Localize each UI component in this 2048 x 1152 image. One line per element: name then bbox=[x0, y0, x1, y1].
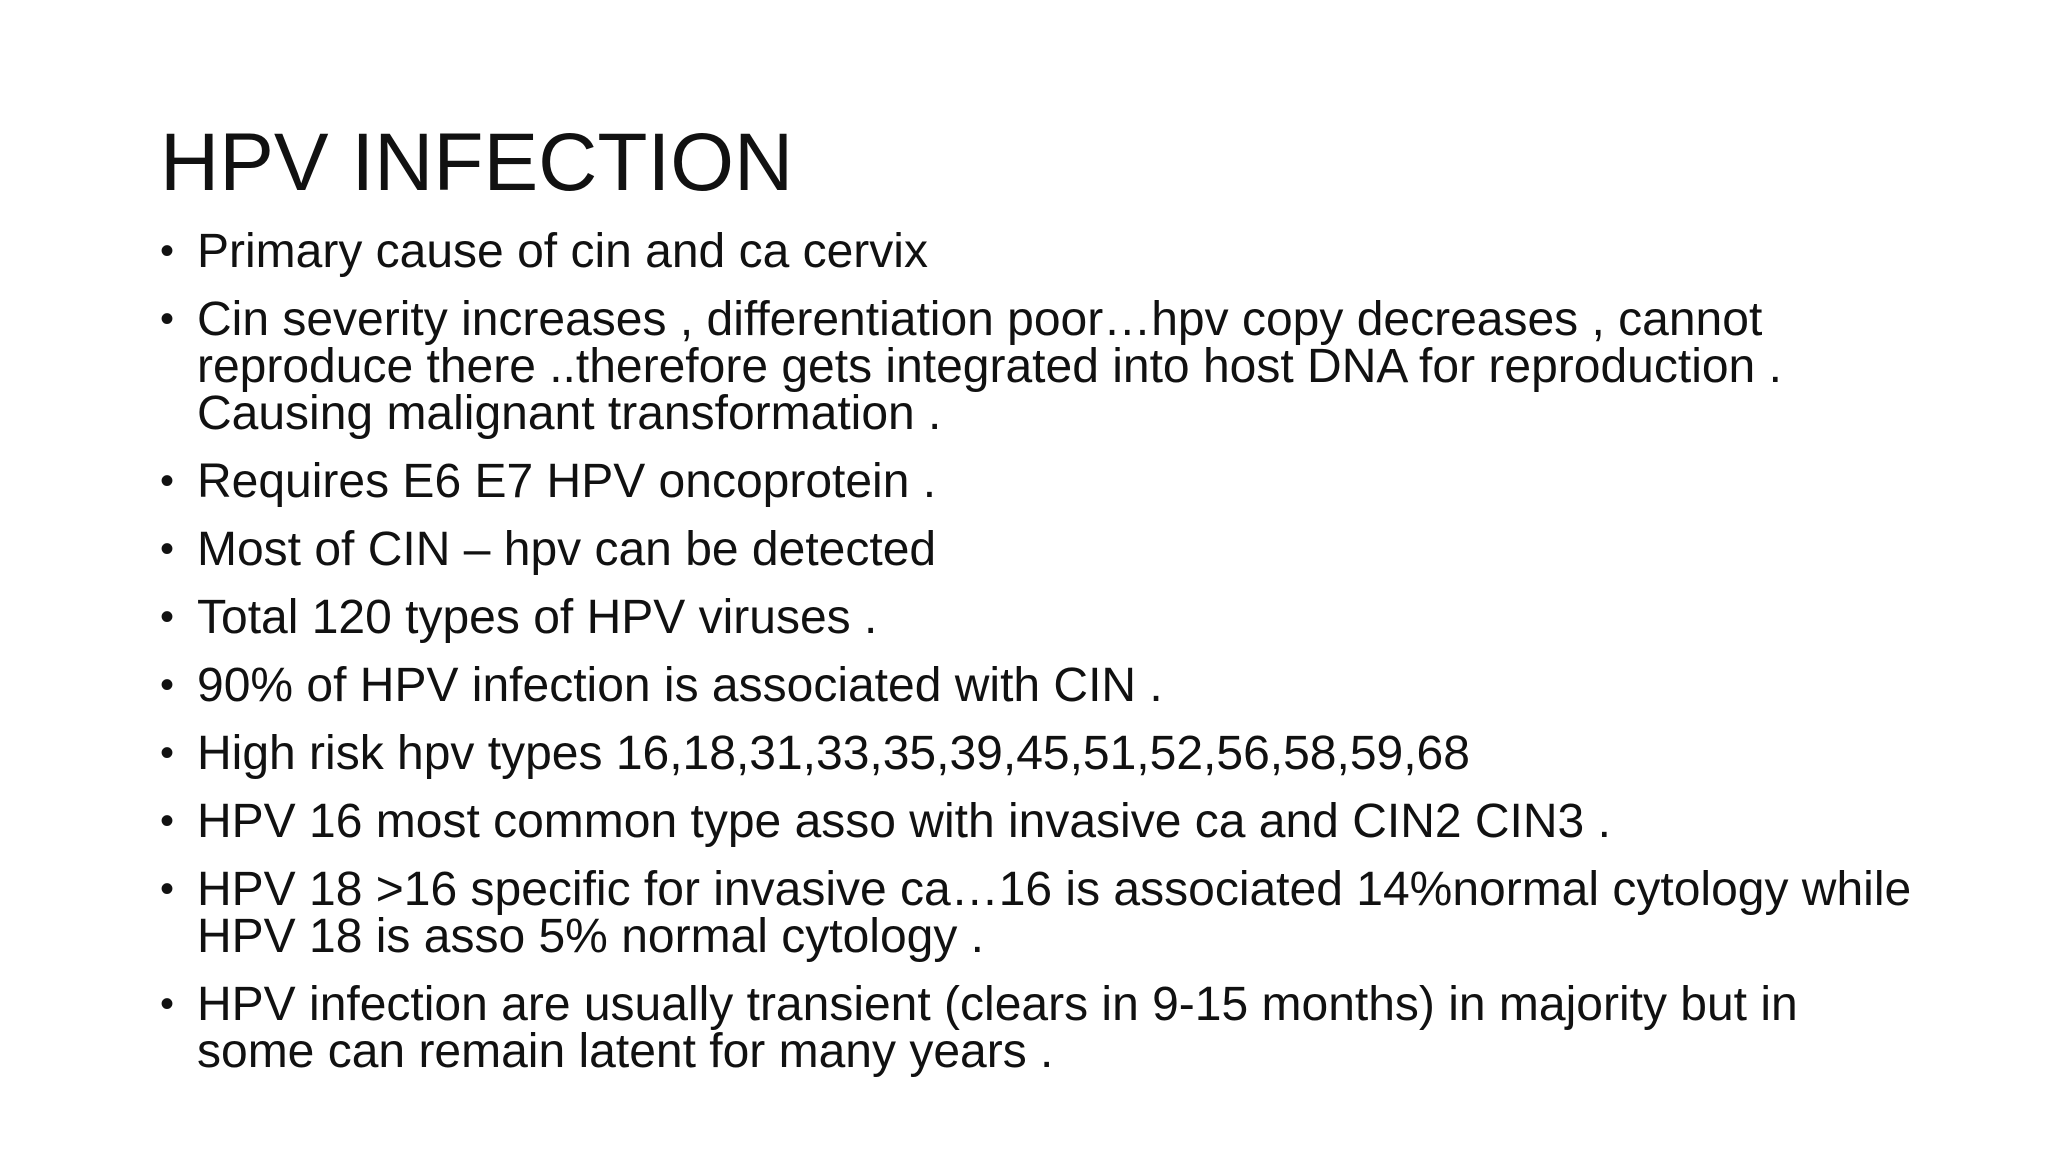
bullet-icon: • bbox=[160, 982, 175, 1026]
bullet-item bbox=[160, 455, 1920, 508]
bullet-item bbox=[160, 225, 1920, 278]
bullet-icon: • bbox=[160, 867, 175, 911]
bullet-item bbox=[160, 293, 1920, 440]
bullet-text: HPV 18 >16 specific for invasive ca…16 is associated 14%normal cytology while HPV 18 is asso 5% normal cytology . bbox=[197, 863, 1912, 963]
bullet-icon: • bbox=[160, 527, 175, 571]
bullet-text: Total 120 types of HPV viruses . bbox=[197, 591, 878, 644]
bullet-text: 90% of HPV infection is associated with CIN . bbox=[197, 659, 1163, 712]
bullet-list bbox=[160, 225, 1920, 1096]
bullet-text: HPV infection are usually transient (clears in 9-15 months) in majority but in some can remain latent for many years . bbox=[197, 978, 1798, 1078]
bullet-text: Requires E6 E7 HPV oncoprotein . bbox=[197, 455, 937, 508]
bullet-item bbox=[160, 795, 1920, 848]
bullet-text: High risk hpv types 16,18,31,33,35,39,45,51,52,56,58,59,68 bbox=[197, 727, 1470, 780]
bullet-item bbox=[160, 727, 1920, 780]
bullet-text: Primary cause of cin and ca cervix bbox=[197, 225, 928, 278]
bullet-icon: • bbox=[160, 229, 175, 273]
bullet-item bbox=[160, 863, 1920, 963]
bullet-icon: • bbox=[160, 731, 175, 775]
bullet-text: Most of CIN – hpv can be detected bbox=[197, 523, 937, 576]
bullet-icon: • bbox=[160, 799, 175, 843]
bullet-text: Cin severity increases , differentiation poor…hpv copy decreases , cannot reproduce there ..therefore gets integrated into host DNA for reproduction . Causing malignant transformation . bbox=[197, 293, 1782, 440]
slide-title: HPV INFECTION bbox=[160, 117, 794, 208]
bullet-icon: • bbox=[160, 663, 175, 707]
bullet-item bbox=[160, 978, 1920, 1078]
bullet-icon: • bbox=[160, 297, 175, 341]
bullet-item bbox=[160, 591, 1920, 644]
bullet-icon: • bbox=[160, 459, 175, 503]
bullet-icon: • bbox=[160, 595, 175, 639]
bullet-text: HPV 16 most common type asso with invasive ca and CIN2 CIN3 . bbox=[197, 795, 1611, 848]
bullet-item bbox=[160, 659, 1920, 712]
bullet-item bbox=[160, 523, 1920, 576]
